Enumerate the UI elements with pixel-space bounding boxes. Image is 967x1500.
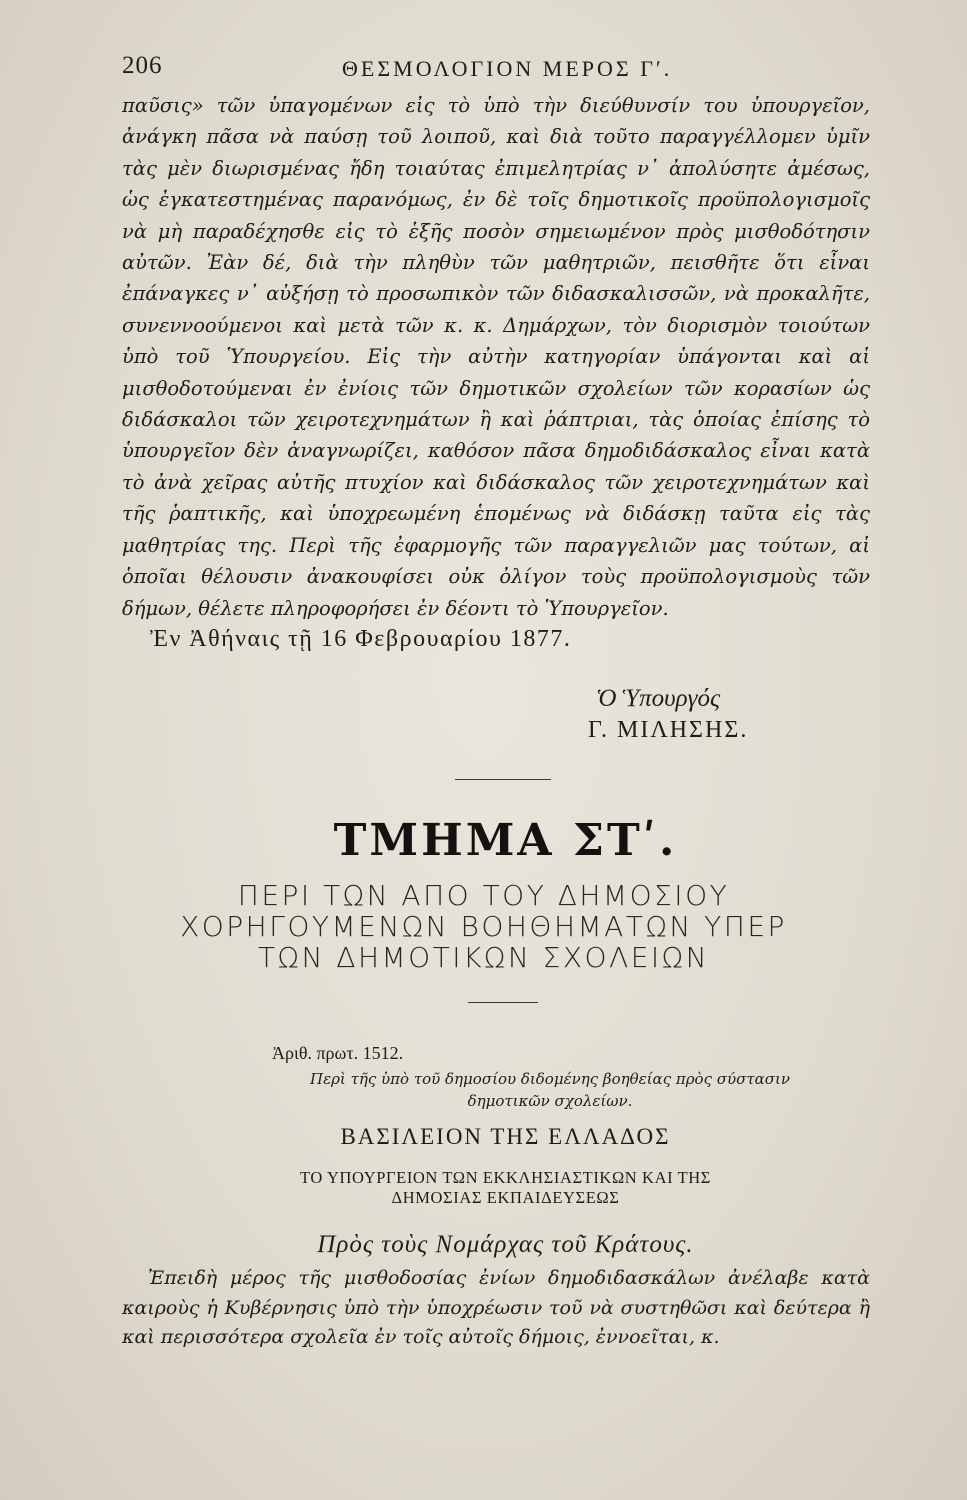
signature-role: Ὁ Ὑπουργός [596,685,721,712]
reference-number: Ἀριθ. πρωτ. 1512. [272,1043,404,1063]
ministry-line: ΤΟ ΥΠΟΥΡΓΕΙΟΝ ΤΩΝ ΕΚΚΛΗΣΙΑΣΤΙΚΩΝ ΚΑΙ ΤΗΣ [299,1168,712,1187]
dateline: Ἐν Ἀθήναις τῇ 16 Φεβρουαρίου 1877. [150,626,572,652]
ministry-line: ΔΗΜΟΣΙΑΣ ΕΚΠΑΙΔΕΥΣΕΩΣ [391,1188,620,1207]
letter-text [122,1264,870,1353]
section-subtitle-line: ΠΕΡΙ ΤΩΝ ΑΠΟ ΤΟΥ ΔΗΜΟΣΙΟΥ [237,879,730,912]
document-subject [300,1068,800,1112]
ministry-heading [22,1168,967,1208]
section-subtitle-line: ΤΩΝ ΔΗΜΟΤΙΚΩΝ ΣΧΟΛΕΙΩΝ [257,941,710,974]
section-heading: ΤΜΗΜΑ ΣΤʹ. [333,815,678,866]
signature-name: Γ. ΜΙΛΗΣΗΣ. [588,717,749,743]
running-title: ΘΕΣΜΟΛΟΓΙΟΝ ΜΕΡΟΣ Γʹ. [342,56,673,81]
kingdom-heading: ΒΑΣΙΛΕΙΟΝ ΤΗΣ ΕΛΛΑΔΟΣ [340,1124,671,1149]
document-subject-line: δημοτικῶν σχολείων. [467,1092,633,1110]
running-head [122,52,862,86]
section-subtitle [0,880,967,973]
addressee: Πρὸς τοὺς Νομάρχας τοῦ Κράτους. [317,1231,694,1258]
separator-rule [468,1002,538,1003]
body-text [122,90,870,624]
document-subject-line: Περὶ τῆς ὑπὸ τοῦ δημοσίου διδομένης βοηθείας πρὸς σύστασιν [309,1070,790,1088]
separator-rule [455,779,551,780]
letter-paragraph: Ἐπειδὴ μέρος τῆς μισθοδοσίας ἐνίων δημοδιδασκάλων ἀνέλαβε κατὰ καιροὺς ἡ Κυβέρνησις ὑπὸ τὴν ὑποχρέωσιν τοῦ νὰ συστηθῶσι καὶ δεύτερα ἢ καὶ περισσότερα σχολεῖα ἐν τοῖς αὐτοῖς δήμοις, ἐννοεῖται, κ. [122,1267,870,1348]
section-subtitle-line: ΧΟΡΗΓΟΥΜΕΝΩΝ ΒΟΗΘΗΜΑΤΩΝ ΥΠΕΡ [180,910,787,943]
body-paragraph: παῦσις» τῶν ὑπαγομένων εἰς τὸ ὑπὸ τὴν διεύθυνσίν του ὑπουργεῖον, ἀνάγκη πᾶσα νὰ παύσῃ τοῦ λοιποῦ, καὶ διὰ τοῦτο παραγγέλλομεν ὑμῖν τὰς μὲν διωρισμένας ἤδη τοιαύτας ἐπιμελητρίας ν᾽ ἀπολύσητε ἀμέσως, ὡς ἐγκατεστημένας παρανόμως, ἐν δὲ τοῖς δημοτικοῖς προϋπολογισμοῖς νὰ μὴ παραδέχησθε εἰς τὸ ἑξῆς ποσὸν σημειωμένον πρὸς μισθοδότησιν αὐτῶν. Ἐὰν δέ, διὰ τὴν πληθὺν τῶν μαθητριῶν, πεισθῆτε ὅτι εἶναι ἐπάναγκες ν᾽ αὐξήσῃ τὸ προσωπικὸν τῶν διδασκαλισσῶν, νὰ προκαλῆτε, συνεννοούμενοι καὶ μετὰ τῶν κ. κ. Δημάρχων, τὸν διορισμὸν τοιούτων ὑπὸ τοῦ Ὑπουργείου. Εἰς τὴν αὐτὴν κατηγορίαν ὑπάγονται καὶ αἱ μισθοδοτούμεναι ἐν ἐνίοις τῶν δημοτικῶν σχολείων τῶν κορασίων ὡς διδάσκαλοι τῶν χειροτεχνημάτων ἢ καὶ ῥάπτριαι, τὰς ὁποίας ἐπίσης τὸ ὑπουργεῖον δὲν ἀναγνωρίζει, καθόσον πᾶσα δημοδιδάσκαλος εἶναι κατὰ τὸ ἀνὰ χεῖρας αὐτῆς πτυχίον καὶ διδάσκαλος τῶν χειροτεχνημάτων καὶ τῆς ῥαπτικῆς, καὶ ὑποχρεωμένη ἑπομένως νὰ διδάσκῃ ταῦτα εἰς τὰς μαθητρίας της. Περὶ τῆς ἐφαρμογῆς τῶν παραγγελιῶν μας τούτων, αἱ ὁποῖαι θέλουσιν ἀνακουφίσει οὐκ ὀλίγον τοὺς προϋπολογισμοὺς τῶν δήμων, θέλετε πληροφορήσει ἐν δέοντι τὸ Ὑπουργεῖον. [122,94,870,620]
page-number: 206 [122,52,163,79]
